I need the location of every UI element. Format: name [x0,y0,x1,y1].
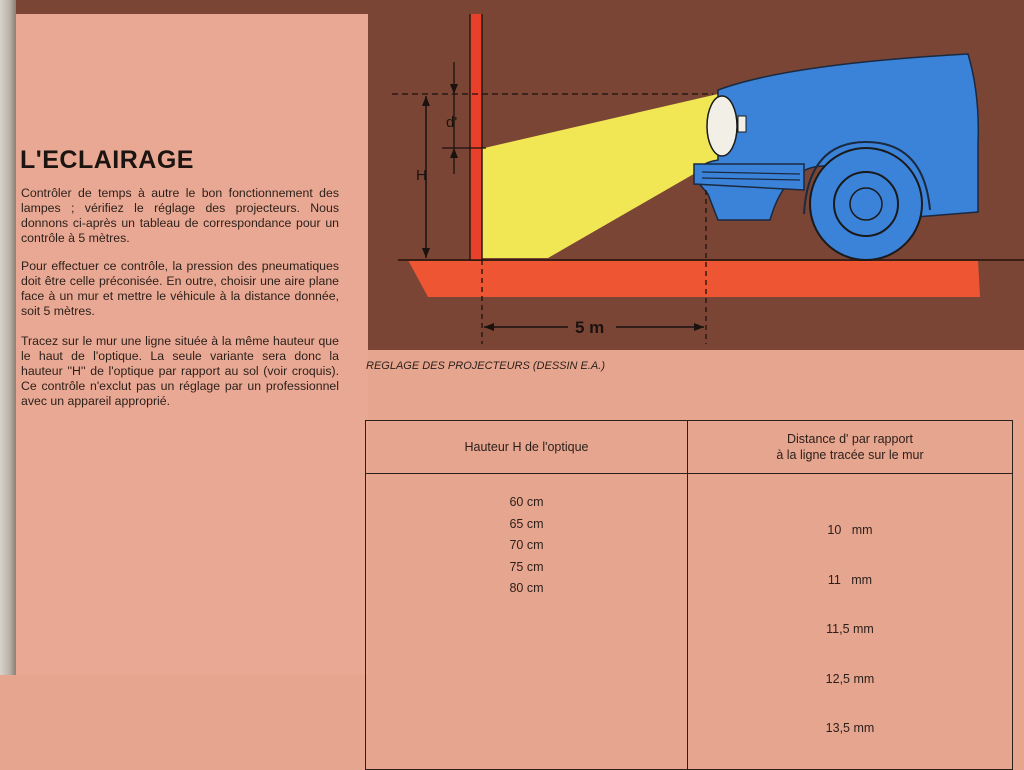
height-value: 80 cm [509,581,544,595]
ground-strip [408,260,980,297]
height-value: 65 cm [509,516,544,531]
rim [834,172,898,236]
distance-value: 10 mm [827,523,873,537]
distance-value: 12,5 mm [825,671,875,686]
distance-column [688,474,1013,770]
height-value: 70 cm [509,538,544,552]
header-height: Hauteur H de l'optique [366,421,688,474]
height-value: 60 cm [509,495,544,509]
headlight-rim [738,116,746,132]
paragraph-1: Contrôler de temps à autre le bon fonctionnement des lampes ; vérifiez le réglage des projecteurs. Nous donnons ci-après un tableau de correspondance pour un contrôle à 5 mètres. [21,186,339,246]
headlight-table [365,420,1013,770]
header-distance-line-1: Distance d' par rapport [786,432,914,446]
top-band [16,0,1024,14]
header-distance [688,421,1013,474]
label-h: H [416,167,427,184]
distance-value: 13,5 mm [825,721,875,735]
height-value: 75 cm [509,559,544,574]
distance-value: 11,5 mm [826,622,874,636]
headlight [707,96,737,156]
paragraph-2: Pour effectuer ce contrôle, la pression des pneumatiques doit être celle préconisée. En outre, choisir une aire plane face à un mur et mettre le véhicule à la distance donnée, soit 5 mètres. [21,259,339,319]
book-binding [0,0,16,675]
label-distance: 5 m [575,318,605,337]
distance-value: 11 mm [827,572,873,587]
header-distance-line-2: à la ligne tracée sur le mur [776,448,924,462]
label-d: d' [446,114,458,131]
headlight-diagram [368,14,1024,350]
wall [470,14,482,260]
paragraph-3: Tracez sur le mur une ligne située à la même hauteur que le haut de l'optique. La seule variante sera donc la hauteur ''H'' de l'optique par rapport au sol (voir croquis). Ce contrôle n'exclut pas un réglage par un professionnel avec un appareil approprié. [21,334,339,409]
page-title: L'ECLAIRAGE [20,146,194,174]
diagram-caption: REGLAGE DES PROJECTEURS (DESSIN E.A.) [366,360,605,372]
height-column [366,474,688,770]
